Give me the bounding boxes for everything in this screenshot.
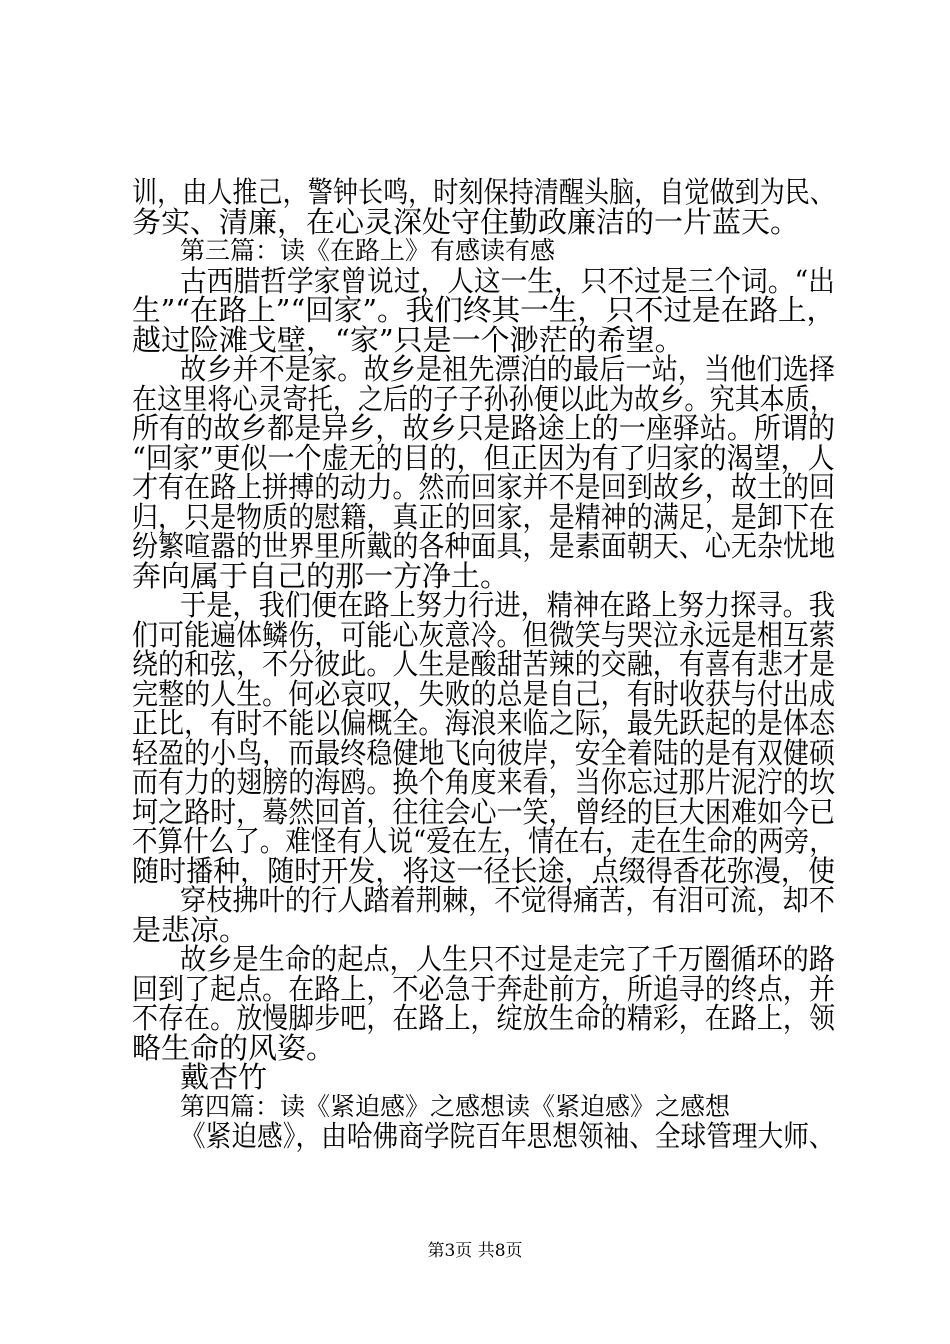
- text-line: 越过险滩戈壁，“家”只是一个渺茫的希望。: [132, 322, 684, 357]
- text-line: 归，只是物质的慰籍，真正的回家，是精神的满足，是卸下在: [132, 499, 836, 534]
- author-name: 戴杏竹: [180, 1060, 268, 1094]
- text-line: 不算什么了。难怪有人说“爱在左，情在右，走在生命的两旁，: [132, 824, 835, 858]
- text-line: 而有力的翅膀的海鸥。换个角度来看，当你忘过那片泥泞的坎: [132, 765, 836, 799]
- text-line: 绕的和弦，不分彼此。人生是酸甜苦辣的交融，有喜有悲才是: [132, 647, 836, 681]
- text-line: 才有在路上拼搏的动力。然而回家并不是回到故乡，故土的回: [132, 470, 836, 504]
- text-line: 略生命的风姿。: [132, 1030, 336, 1065]
- section-heading: 第四篇：读《紧迫感》之感想读《紧迫感》之感想: [180, 1091, 731, 1121]
- text-line: 穿枝拂叶的行人踏着荆棘，不觉得痛苦，有泪可流，却不: [180, 883, 836, 917]
- text-line: 古西腊哲学家曾说过，人这一生，只不过是三个词。“出: [180, 263, 835, 298]
- text-line: 随时播种，随时开发，将这一径长途，点缀得香花弥漫，使: [132, 853, 836, 888]
- text-line: 《紧迫感》，由哈佛商学院百年思想领袖、全球管理大师、: [180, 1119, 835, 1153]
- text-line: 回到了起点。在路上，不必急于奔赴前方，所追寻的终点，并: [132, 971, 836, 1006]
- text-line: 正比，有时不能以偏概全。海浪来临之际，最先跃起的是体态: [132, 706, 836, 740]
- page-number: 第3页 共8页: [427, 1241, 523, 1261]
- text-line: 务实、清廉，在心灵深处守住勤政廉洁的一片蓝天。: [132, 204, 800, 239]
- text-line: 坷之路时，蓦然回首，往往会心一笑，曾经的巨大困难如今已: [132, 794, 836, 829]
- text-line: 在这里将心灵寄托，之后的子子孙孙便以此为故乡。究其本质，: [132, 381, 836, 416]
- text-line: 纷繁喧嚣的世界里所戴的各种面具，是素面朝天、心无杂忧地: [132, 529, 836, 563]
- text-line: 不存在。放慢脚步吧，在路上，绽放生命的精彩，在路上，领: [132, 1001, 836, 1035]
- text-line: 是悲凉。: [132, 912, 249, 947]
- text-line: 故乡是生命的起点，人生只不过是走完了千万圈循环的路: [180, 942, 836, 976]
- text-line: 完整的人生。何必哀叹，失败的总是自己，有时收获与付出成: [132, 676, 836, 711]
- text-line: 生”“在路上”“回家”。我们终其一生，只不过是在路上，: [132, 293, 836, 327]
- text-line: 训，由人推己，警钟长鸣，时刻保持清醒头脑，自觉做到为民、: [132, 175, 836, 209]
- text-line: 于是，我们便在路上努力行进，精神在路上努力探寻。我: [180, 588, 836, 622]
- text-line: 奔向属于自己的那一方净土。: [132, 558, 510, 593]
- text-line: 故乡并不是家。故乡是祖先漂泊的最后一站，当他们选择: [180, 352, 836, 386]
- text-line: “回家”更似一个虚无的目的，但正因为有了归家的渴望，人: [132, 440, 835, 475]
- text-line: 所有的故乡都是异乡，故乡只是路途上的一座驿站。所谓的: [132, 411, 836, 445]
- section-heading: 第三篇：读《在路上》有感读有感: [180, 236, 556, 265]
- text-line: 轻盈的小鸟，而最终稳健地飞向彼岸，安全着陆的是有双健硕: [132, 735, 836, 770]
- text-line: 们可能遍体鳞伤，可能心灰意冷。但微笑与哭泣永远是相互萦: [132, 617, 836, 652]
